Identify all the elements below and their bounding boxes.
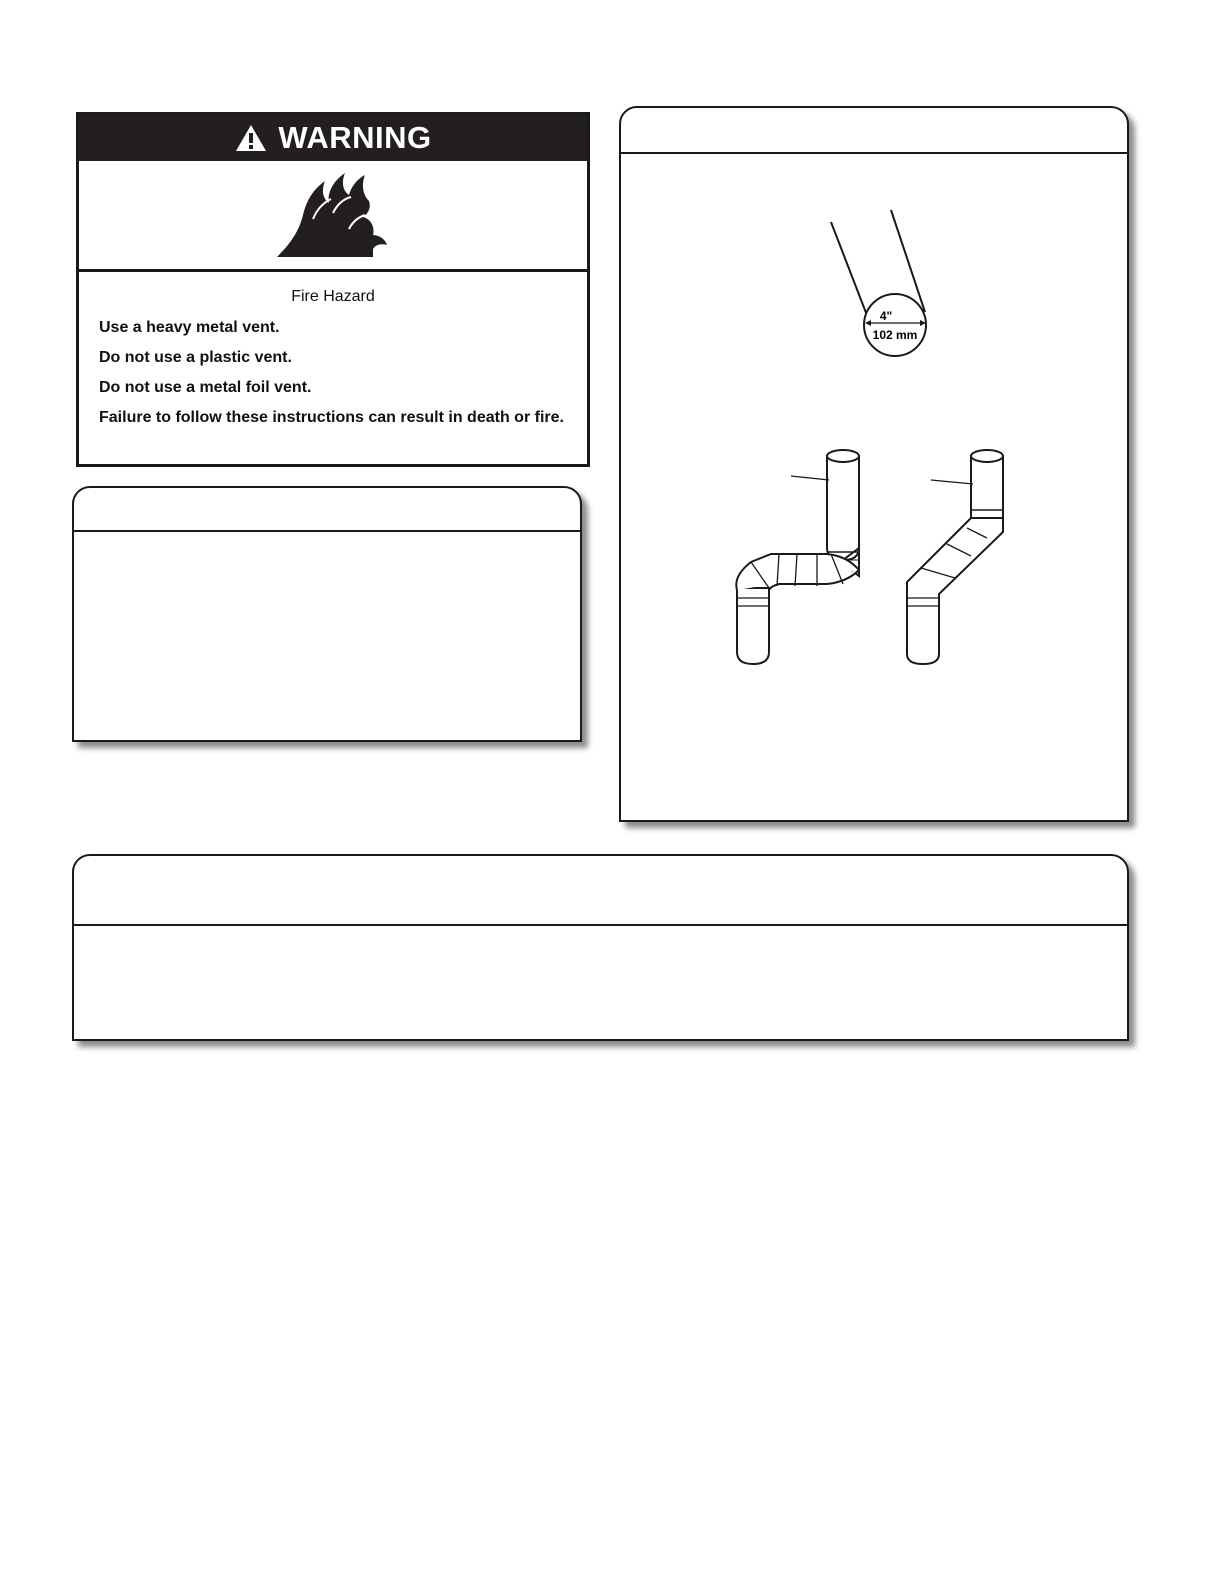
- bottom-info-panel: [72, 854, 1129, 1041]
- instruction-no-plastic: Do not use a plastic vent.: [99, 349, 292, 366]
- panel-divider: [74, 924, 1127, 926]
- instruction-consequence: Failure to follow these instructions can result in death or fire.: [99, 409, 564, 426]
- warning-header: [79, 115, 587, 161]
- instruction-no-foil: Do not use a metal foil vent.: [99, 379, 312, 396]
- warning-body: [79, 272, 587, 428]
- fire-hazard-symbol: [79, 161, 587, 272]
- instruction-heavy-metal: Use a heavy metal vent.: [99, 319, 280, 336]
- fire-icon: [273, 169, 393, 261]
- hazard-title: Fire Hazard: [291, 288, 375, 305]
- panel-divider: [74, 530, 580, 532]
- vent-diagram: [621, 108, 1127, 820]
- diameter-mm-label: 102 mm: [872, 328, 918, 342]
- warning-triangle-icon: [234, 123, 268, 153]
- diameter-inches-label: 4": [879, 309, 893, 323]
- vent-diagram-panel: [619, 106, 1129, 822]
- offset-elbow-vent: [907, 450, 1003, 664]
- warning-header-label: WARNING: [278, 120, 432, 155]
- warning-box: [76, 112, 590, 467]
- segmented-elbow-vent: [725, 450, 859, 664]
- left-info-panel: [72, 486, 582, 742]
